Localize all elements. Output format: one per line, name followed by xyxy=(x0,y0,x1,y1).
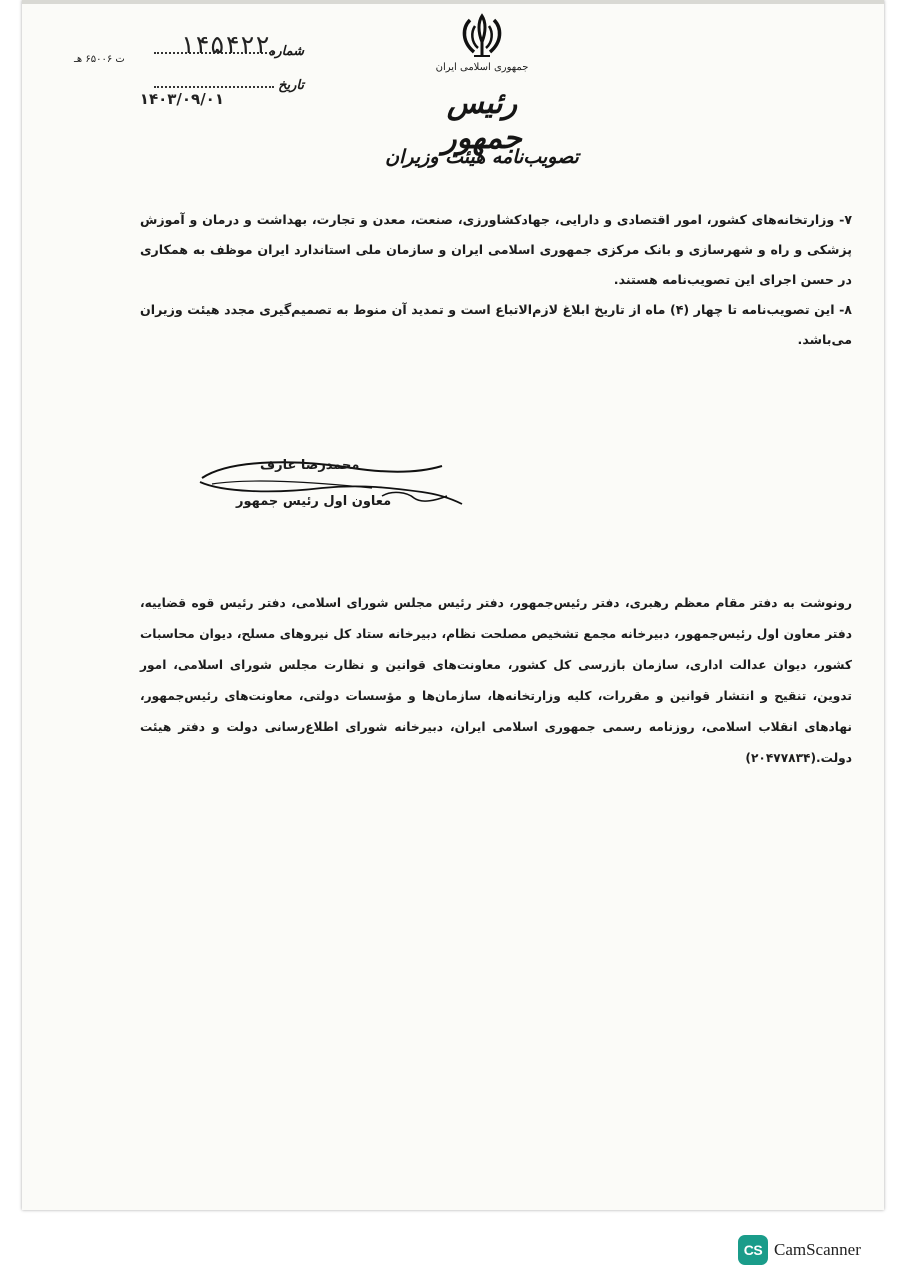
article-7: ۷- وزارتخانه‌های کشور، امور اقتصادی و دارایی، جهادکشاورزی، صنعت، معدن و تجارت، بهداشت و درمان و آموزش پزشکی و راه و شهرسازی و بانک مرکزی جمهوری اسلامی ایران و سازمان ملی استاندارد ایران موظف به همکاری در حسن اجرای این تصویب‌نامه هستند. xyxy=(140,212,852,287)
office-title: رئیس جمهور xyxy=(442,86,522,156)
page-edge xyxy=(22,0,884,4)
reference-block xyxy=(74,30,304,108)
emblem-icon xyxy=(452,12,512,60)
date-dotted-line xyxy=(154,86,274,88)
camscanner-label: CamScanner xyxy=(774,1240,861,1259)
signer-title: معاون اول رئیس جمهور xyxy=(236,494,392,509)
carbon-copy-list xyxy=(140,588,852,774)
country-name: جمهوری اسلامی ایران xyxy=(435,62,529,73)
document-type: تصویب‌نامه هیئت وزیران xyxy=(385,146,579,168)
decree-body xyxy=(140,205,852,355)
date-row xyxy=(74,64,304,108)
camscanner-logo-icon: CS xyxy=(738,1235,768,1265)
carbon-copy-text: رونوشت به دفتر مقام معظم رهبری، دفتر رئیس‌جمهور، دفتر رئیس مجلس شورای اسلامی، دفتر رئیس قوه قضاییه، دفتر معاون اول رئیس‌جمهور، دبیرخانه مجمع تشخیص مصلحت نظام، دبیرخانه ستاد کل نیروهای مسلح، دیوان محاسبات کشور، دیوان عدالت اداری، سازمان بازرسی کل کشور، معاونت‌های قوانین و نظارت مجلس شورای اسلامی، امور تدوین، تنقیح و انتشار قوانین و مقررات، کلیه وزارتخانه‌ها، سازمان‌ها و مؤسسات دولتی، معاونت‌های رئیس‌جمهور، نهادهای انقلاب اسلامی، روزنامه رسمی جمهوری اسلامی ایران، دبیرخانه شورای اطلاع‌رسانی دولت و دفتر هیئت دولت.(۲۰۴۷۷۸۳۴) xyxy=(140,596,852,765)
document-page xyxy=(22,0,884,1210)
letter-number: ۱۴۵۴۲۲ xyxy=(179,30,270,59)
signer-name: محمدرضا عارف xyxy=(260,458,360,473)
number-label: شماره xyxy=(268,44,304,59)
article-8: ۸- این تصویب‌نامه تا چهار (۴) ماه از تاریخ ابلاغ لازم‌الاتباع است و تمدید آن منوط به تصمیم‌گیری مجدد هیئت وزیران می‌باشد. xyxy=(140,302,852,347)
date-label: تاریخ xyxy=(278,78,304,93)
camscanner-watermark xyxy=(738,1234,861,1266)
letter-date: ۱۴۰۳/۰۹/۰۱ xyxy=(139,90,224,108)
number-row xyxy=(74,30,304,64)
letter-number-suffix: ت ۶۵۰۰۶ هـ xyxy=(74,54,125,65)
